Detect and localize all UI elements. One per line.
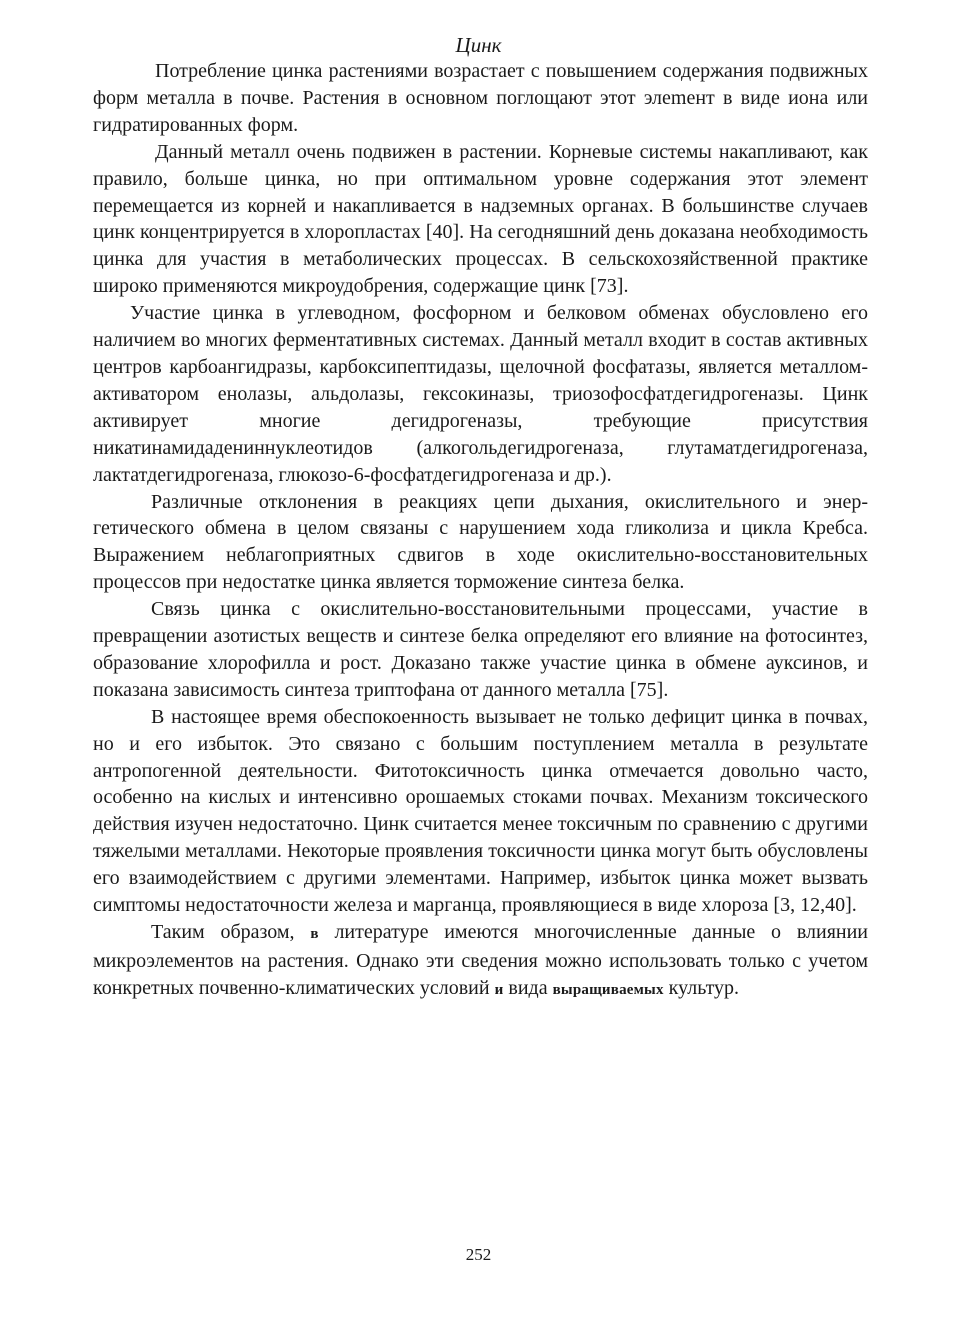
paragraph-1: Потребление цинка растениями возрастает с повышением содержания подвижных форм металла в почве. Растения в основном поглощают этот элеmент в виде иона или гидратированных форм. <box>93 60 868 136</box>
paragraph-2: Данный металл очень подвижен в растении. Корневые системы накапливают, как правило, больше цинка, но при оптимальном уровне содержания этот элемент перемещается из корней и накапливается в надземных органах. В большинстве случаев цинк концентрируется в хлоропластах [40]. На сегодняшний день доказана необходимость цинка для участия в метаболических процессах. В сельскохозяйственной практике широко применяются микроудобрения, содержащие цинк [73]. <box>93 140 868 298</box>
paragraph-3: Участие цинка в углеводном, фосфорном и белковом обменах обусловлено его наличием во многих ферментативных системах. Данный металл входит в состав активных центров карбоангидразы, карбоксипептидазы, щелочной фосфатазы, является металлом-активатором енолазы, альдолазы, гексокиназы, триозофосфатдегидрогеназы. Цинк активирует многие дегидрогеназы, требующие присутствия никатинамидадениннуклеотидов (алкогольдегидрогеназа, глутаматдегидрогеназа, лактатдегидрогеназа, глюкозо-6-фосфатдегидрогеназа и др.). <box>93 302 868 486</box>
paragraph-7-bold-1: в <box>310 926 319 942</box>
paragraph-7-bold-2: и <box>494 981 504 998</box>
paragraph-7 <box>93 919 868 1004</box>
page-title: Цинк <box>455 33 502 57</box>
paragraph-7-part-3: вида <box>508 976 548 999</box>
body-text <box>93 58 868 1004</box>
paragraph-5: Связь цинка с окислительно-восстановительными процессами, участие в превращении азотистых веществ и синтезе белка определяют его влияние на фотосинтез, образование хлорофилла и рост. Доказано также участие цинка в обмене ауксинов, и показана зависимость синтеза триптофана от данного металла [75]. <box>93 598 868 701</box>
paragraph-7-bold-3: выращиваемых <box>552 981 664 998</box>
paragraph-7-part-2: литературе имеются многочисленные данные о влиянии микроэлементов на растения. Однако эти сведения можно использовать только с учетом конкретных почвенно-климатических условий <box>93 921 869 999</box>
paragraph-4: Различные отклонения в реакциях цепи дыхания, окислительного и энергетического обмена в целом связаны с нарушением хода гликолиза и цикла Кребса. Выражением неблагоприятных сдвигов в ходе окислительно-восстановительных процессов при недостатке цинка является торможение синтеза белка. <box>93 490 868 594</box>
paragraph-7-part-4: культур. <box>668 976 740 999</box>
paragraph-7-part-1: Таким образом, <box>151 921 295 943</box>
paragraph-6: В настоящее время обеспокоенность вызывает не только дефицит цинка в почвах, но и его избыток. Это связано с большим поступлением металла в результате антропогенной деятельности. Фитотоксичность цинка отмечается довольно часто, особенно на кислых и интенсивно орошаемых стоками почвах. Механизм токсического действия изучен недостаточно. Цинк считается менее токсичным по сравнению с другими тяжелыми металлами. Некоторые проявления токсичности цинка могут быть обусловлены его взаимодействием с другими элементами. Например, избыток цинка может вызвать симптомы недостаточности железа и марганца, проявляющиеся в виде хлороза [3, 12,40]. <box>93 705 868 917</box>
page-number: 252 <box>465 1245 492 1264</box>
